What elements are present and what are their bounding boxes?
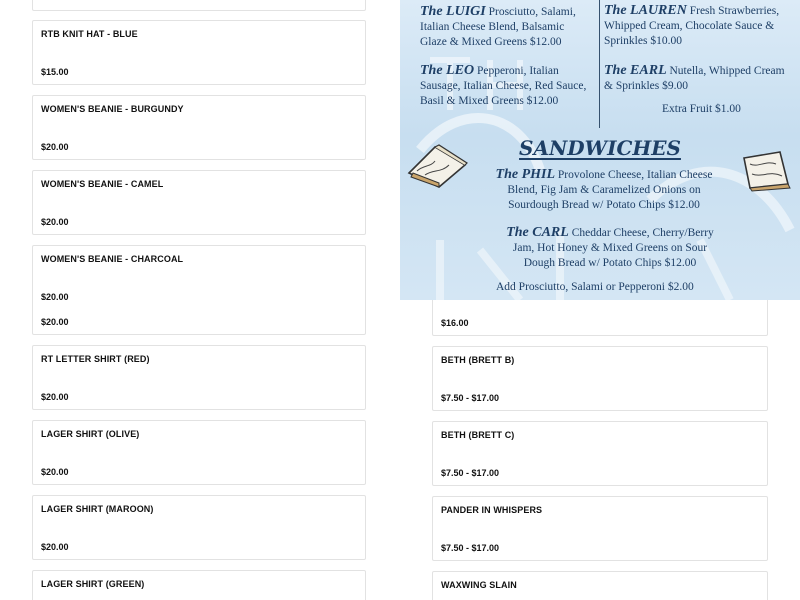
product-name[interactable]: LAGER SHIRT (OLIVE): [41, 429, 140, 439]
product-card[interactable]: [432, 421, 768, 486]
product-card[interactable]: [432, 300, 768, 336]
menu-item-desc: Fresh Strawberries,: [689, 5, 780, 17]
menu-item-name: The LUIGI: [420, 4, 486, 19]
menu-item-leo: [420, 63, 598, 109]
column-divider: [599, 0, 600, 128]
menu-item-desc: Glaze & Mixed Greens $12.00: [420, 36, 562, 48]
product-price: $15.00: [41, 67, 69, 77]
product-list-top-left: [0, 0, 400, 300]
menu-item-desc: Dough Bread w/ Potato Chips $12.00: [523, 257, 697, 269]
menu-item-desc: Prosciutto, Salami,: [488, 6, 576, 18]
menu-item-name: The LAUREN: [604, 3, 687, 18]
menu-item-desc: Sprinkles $10.00: [604, 35, 682, 47]
product-price: $7.50 - $17.00: [441, 468, 500, 478]
product-price: $16.00: [441, 318, 469, 328]
product-card[interactable]: [432, 571, 768, 600]
watermark-decoration: ​: [404, 60, 416, 145]
menu-item-desc: Sourdough Bread w/ Potato Chips $12.00: [508, 199, 700, 211]
menu-item-desc: Cheddar Cheese, Cherry/Berry: [571, 227, 714, 239]
menu-item-lauren: [604, 3, 798, 49]
product-card[interactable]: [32, 345, 366, 410]
menu-item-desc: Italian Cheese Blend, Balsamic: [420, 21, 565, 33]
product-card[interactable]: [32, 420, 366, 485]
product-name[interactable]: RT LETTER SHIRT (RED): [41, 354, 150, 364]
product-card[interactable]: [432, 346, 768, 411]
product-name[interactable]: WOMEN'S BEANIE - CAMEL: [41, 179, 164, 189]
menu-item-name: The CARL: [506, 225, 569, 240]
product-price: $20.00: [41, 392, 69, 402]
product-name[interactable]: RTB KNIT HAT - BLUE: [41, 29, 138, 39]
menu-item-desc: Whipped Cream, Chocolate Sauce &: [604, 20, 775, 32]
menu-background: [400, 0, 800, 300]
extra-fruit: Extra Fruit $1.00: [662, 103, 741, 115]
sandwich-illustration-icon: [740, 148, 792, 192]
product-name[interactable]: PANDER IN WHISPERS: [441, 505, 543, 515]
product-name[interactable]: LAGER SHIRT (MAROON): [41, 504, 154, 514]
product-price: $7.50 - $17.00: [441, 393, 500, 403]
product-card[interactable]: [32, 170, 366, 235]
product-name[interactable]: BETH (BRETT C): [441, 430, 515, 440]
menu-item-desc: Sausage, Italian Cheese, Red Sauce,: [420, 80, 587, 92]
product-card[interactable]: [32, 495, 366, 560]
menu-item-name: The LEO: [420, 63, 475, 78]
product-card-partial[interactable]: [32, 0, 366, 11]
product-list-bottom-left: [0, 300, 400, 600]
menu-item-desc: Basil & Mixed Greens $12.00: [420, 95, 559, 107]
product-name[interactable]: WAXWING SLAIN: [441, 580, 517, 590]
menu-item-phil: [480, 167, 728, 213]
menu-item-name: The PHIL: [495, 167, 556, 182]
sandwich-illustration-icon: [405, 143, 469, 189]
product-price: $20.00: [41, 317, 69, 327]
menu-item-desc: & Sprinkles $9.00: [604, 80, 689, 92]
menu-item-desc: Jam, Hot Honey & Mixed Greens on Sour: [512, 242, 708, 254]
product-name[interactable]: WOMEN'S BEANIE - BURGUNDY: [41, 104, 184, 114]
product-list-bottom-right: [400, 300, 800, 600]
product-card[interactable]: [32, 95, 366, 160]
product-price: $20.00: [41, 542, 69, 552]
addon-note: Add Prosciutto, Salami or Pepperoni $2.00: [496, 281, 694, 293]
product-card[interactable]: [32, 570, 366, 600]
menu-item-name: The EARL: [604, 63, 667, 78]
menu-item-desc: Provolone Cheese, Italian Cheese: [557, 169, 713, 181]
menu-item-earl: [604, 63, 798, 94]
menu-item-luigi: [420, 4, 598, 50]
product-card[interactable]: [432, 496, 768, 561]
product-name[interactable]: LAGER SHIRT (GREEN): [41, 579, 145, 589]
product-card[interactable]: [32, 300, 366, 335]
product-name[interactable]: BETH (BRETT B): [441, 355, 515, 365]
product-price: $20.00: [41, 142, 69, 152]
product-price: $20.00: [41, 292, 69, 300]
product-name[interactable]: WOMEN'S BEANIE - CHARCOAL: [41, 254, 184, 264]
menu-item-desc: Nutella, Whipped Cream: [669, 65, 785, 77]
sandwiches-heading: SANDWICHES: [519, 136, 681, 160]
product-card[interactable]: [32, 20, 366, 85]
product-price: $20.00: [41, 467, 69, 477]
product-card[interactable]: [32, 245, 366, 300]
product-price: $20.00: [41, 217, 69, 227]
menu-item-desc: Blend, Fig Jam & Caramelized Onions on: [507, 184, 701, 196]
menu-image: [400, 0, 800, 300]
menu-item-desc: Pepperoni, Italian: [476, 65, 559, 77]
menu-item-carl: [490, 225, 730, 271]
product-price: $7.50 - $17.00: [441, 543, 500, 553]
